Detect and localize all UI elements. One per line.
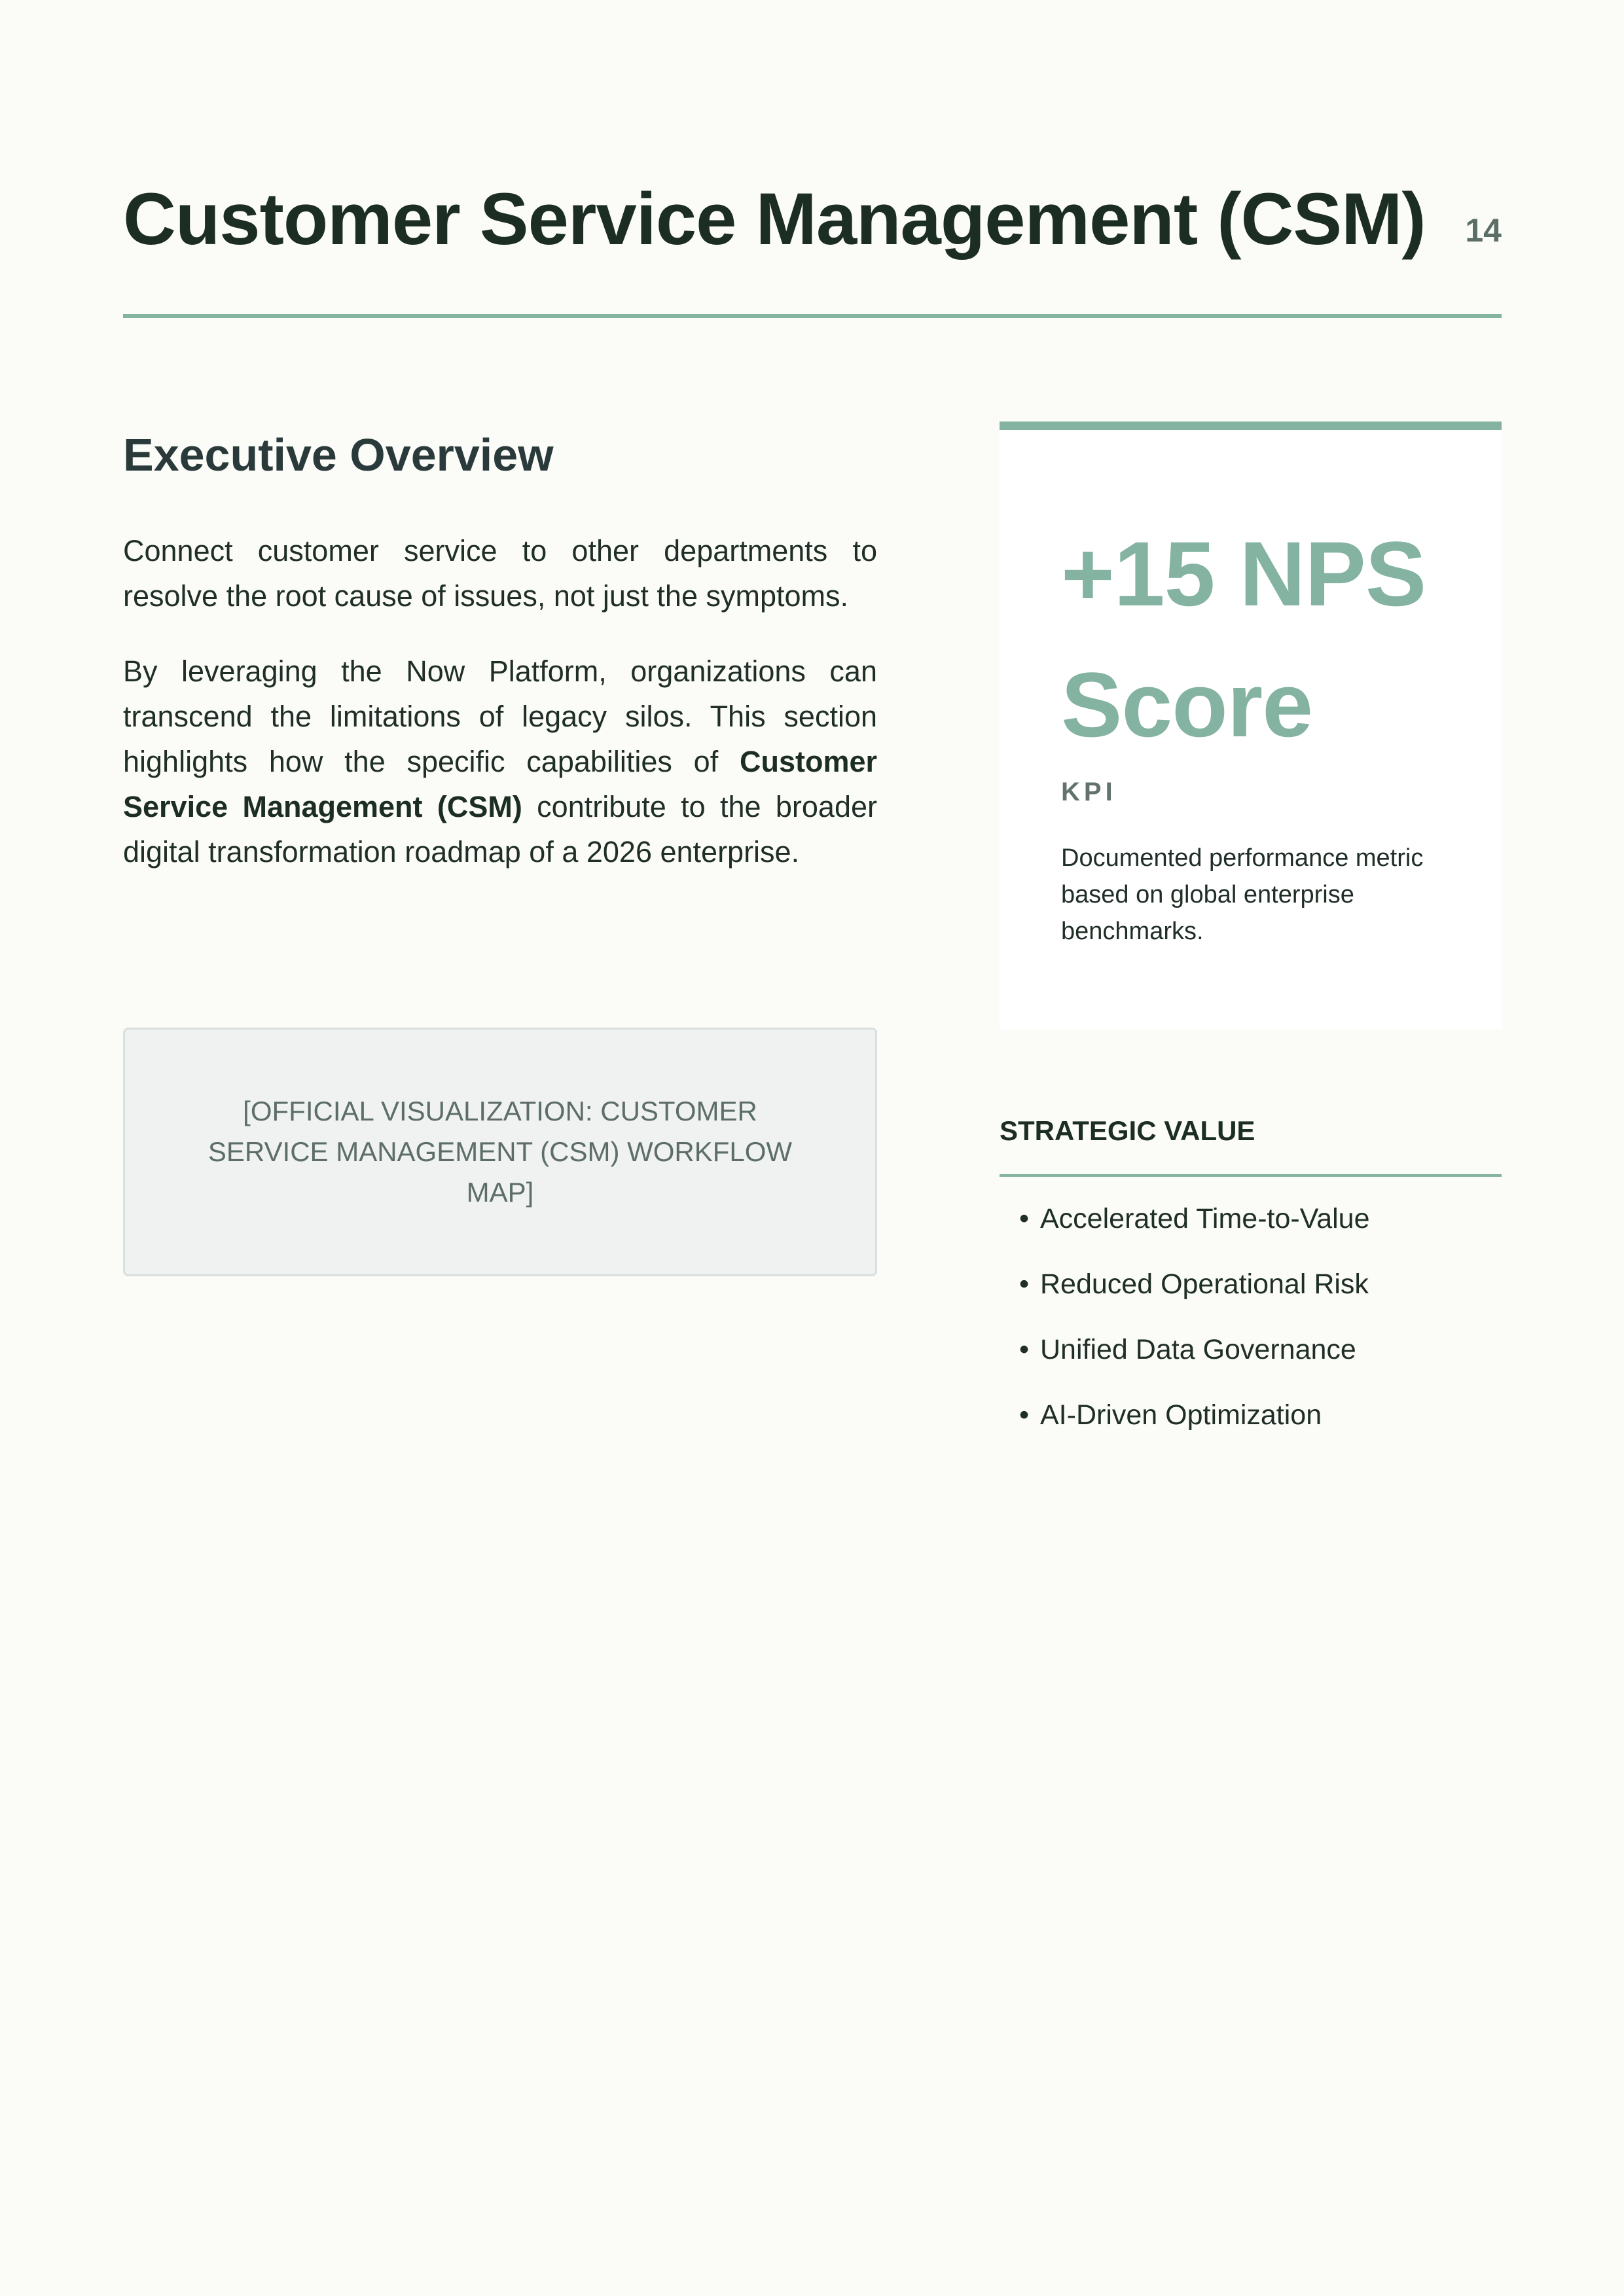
page-title: Customer Service Management (CSM) [123, 178, 1426, 260]
list-item [1000, 1200, 1502, 1237]
visualization-placeholder-text: [OFFICIAL VISUALIZATION: CUSTOMER SERVICE MANAGEMENT (CSM) WORKFLOW MAP] [208, 1096, 793, 1208]
paragraph-2-text-end: contribute to the broader digital transformation roadmap of a 2026 enterprise. [123, 790, 877, 869]
bullet-icon: • [1019, 1334, 1030, 1365]
kpi-label: KPI [1061, 778, 1117, 806]
bullet-icon: • [1019, 1399, 1030, 1431]
section-heading: Executive Overview [123, 429, 554, 480]
list-item-label: Reduced Operational Risk [1040, 1268, 1369, 1300]
paragraph-2-bold-term: Customer Service Management (CSM) [123, 745, 877, 823]
list-item [1000, 1397, 1502, 1433]
strategic-value-heading: STRATEGIC VALUE [1000, 1106, 1502, 1177]
overview-paragraph-1: Connect customer service to other departments to resolve the root cause of issues, not just the symptoms. [123, 534, 877, 613]
bullet-icon: • [1019, 1203, 1030, 1234]
paragraph-2-text-start: By leveraging the Now Platform, organizations can transcend the limitations of legacy silos. This section highlights how the specific capabilities of [123, 655, 877, 778]
list-item [1000, 1266, 1502, 1302]
kpi-value: +15 NPS Score [1061, 522, 1426, 756]
kpi-card [1000, 422, 1502, 1029]
list-item [1000, 1331, 1502, 1368]
list-item-label: AI-Driven Optimization [1040, 1399, 1322, 1431]
page-header [123, 164, 1502, 318]
executive-overview-section [123, 419, 877, 874]
overview-paragraph-2 [123, 649, 877, 874]
bullet-icon: • [1019, 1268, 1030, 1300]
list-item-label: Unified Data Governance [1040, 1334, 1356, 1365]
strategic-value-list [1000, 1200, 1502, 1433]
kpi-description: Documented performance metric based on global enterprise benchmarks. [1061, 844, 1424, 945]
strategic-value-section [1000, 1106, 1502, 1462]
visualization-placeholder [123, 1028, 877, 1276]
page-number: 14 [1465, 212, 1502, 249]
list-item-label: Accelerated Time-to-Value [1040, 1203, 1370, 1234]
